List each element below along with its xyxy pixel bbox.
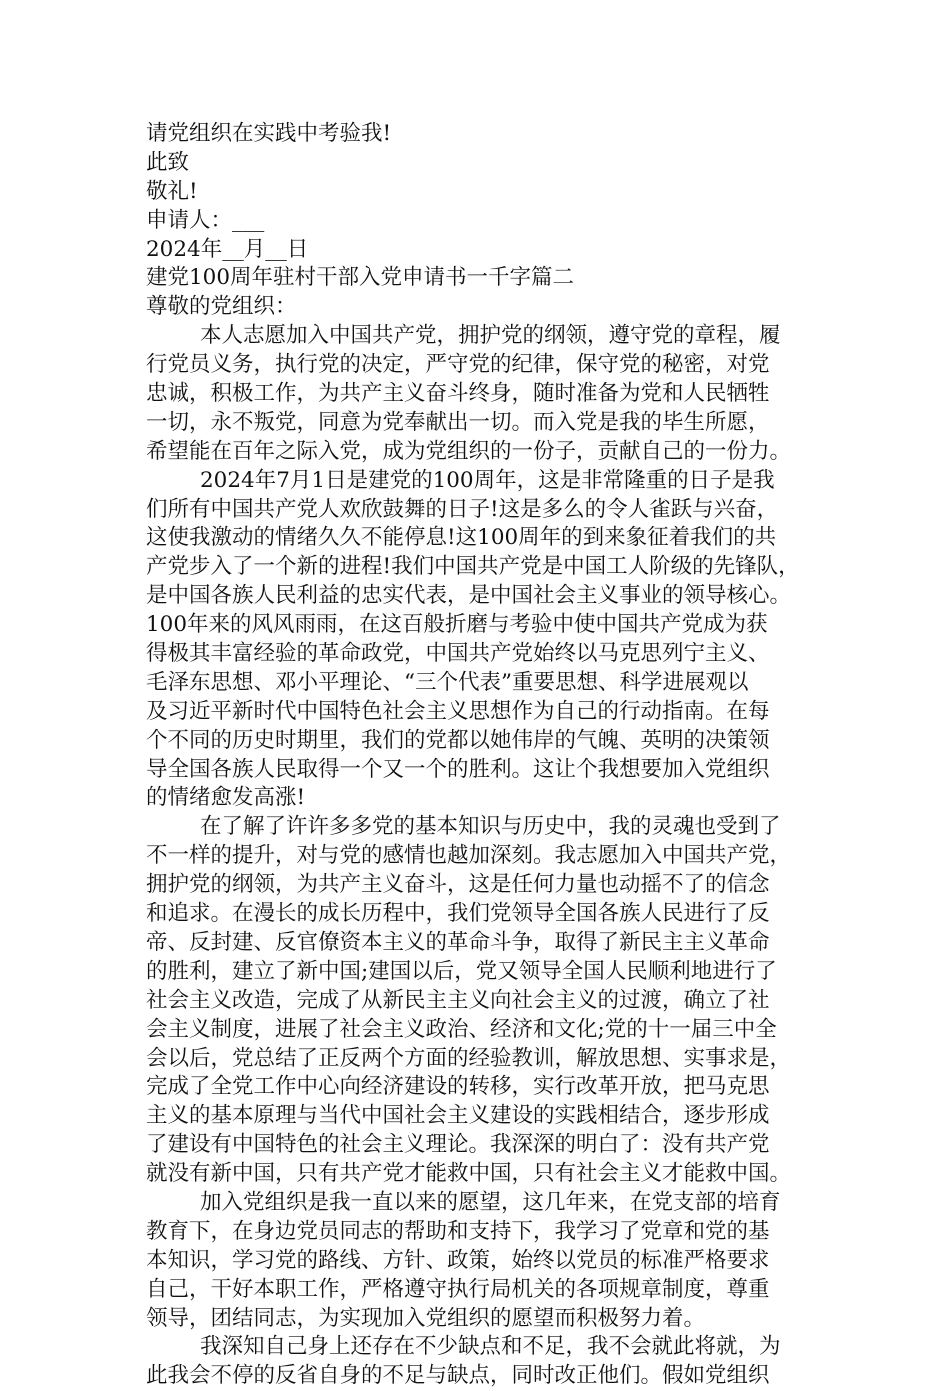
paragraph-line: 个不同的历史时期里，我们的党都以她伟岸的气魄、英明的决策领	[146, 727, 770, 753]
paragraph-line: 一切，永不叛党，同意为党奉献出一切。而入党是我的毕生所愿，	[146, 409, 770, 435]
paragraph	[146, 1189, 818, 1333]
paragraph-line: 教育下，在身边党员同志的帮助和支持下，我学习了党章和党的基	[146, 1218, 770, 1244]
paragraph-line: 拥护党的纲领，为共产主义奋斗，这是任何力量也动摇不了的信念	[146, 872, 770, 898]
paragraph-line: 了建设有中国特色的社会主义理论。我深深的明白了：没有共产党	[146, 1132, 770, 1158]
document-page	[146, 120, 818, 1391]
paragraph-line: 完成了全党工作中心向经济建设的转移，实行改革开放，把马克思	[146, 1074, 770, 1100]
paragraph-line: 会以后，党总结了正反两个方面的经验教训，解放思想、实事求是，	[146, 1045, 792, 1071]
closing-test-line: 请党组织在实践中考验我!	[146, 121, 392, 146]
paragraph-line: 的情绪愈发高涨!	[146, 785, 306, 811]
paragraph-line: 导全国各族人民取得一个又一个的胜利。这让个我想要加入党组织	[146, 756, 770, 782]
section-title: 建党100周年驻村干部入党申请书一千字篇二	[146, 265, 575, 291]
date-line: 2024年__月__日	[146, 236, 309, 262]
paragraph-line: 忠诚，积极工作，为共产主义奋斗终身，随时准备为党和人民牺牲	[146, 381, 770, 407]
paragraph-line: 们所有中国共产党人欢欣鼓舞的日子!这是多么的令人雀跃与兴奋，	[146, 496, 779, 522]
salutation-cizhi: 此致	[146, 149, 190, 175]
paragraph-line: 及习近平新时代中国特色社会主义思想作为自己的行动指南。在每	[146, 698, 770, 724]
paragraph-line: 希望能在百年之际入党，成为党组织的一份子，贡献自己的一份力。	[146, 438, 792, 464]
greeting: 尊敬的党组织：	[146, 294, 297, 320]
paragraph	[146, 322, 818, 466]
paragraph-line: 在了解了许许多多党的基本知识与历史中，我的灵魂也受到了	[200, 814, 781, 840]
paragraph-line: 帝、反封建、反官僚资本主义的革命斗争，取得了新民主主义革命	[146, 929, 770, 955]
paragraph-line: 主义的基本原理与当代中国社会主义建设的实践相结合，逐步形成	[146, 1103, 770, 1129]
paragraph-line: 社会主义改造，完成了从新民主主义向社会主义的过渡，确立了社	[146, 987, 770, 1013]
paragraph	[146, 813, 818, 1189]
paragraph-line: 领导，团结同志，为实现加入党组织的愿望而积极努力着。	[146, 1305, 706, 1331]
paragraph	[146, 1333, 818, 1391]
paragraph-line: 得极其丰富经验的革命政党，中国共产党始终以马克思列宁主义、	[146, 641, 770, 667]
applicant-line: 申请人：___	[146, 207, 265, 233]
paragraph-line: 这使我激动的情绪久久不能停息!这100周年的到来象征着我们的共	[146, 525, 777, 551]
paragraph-line: 本知识，学习党的路线、方针、政策，始终以党员的标准严格要求	[146, 1247, 770, 1273]
salutation-jingli: 敬礼!	[146, 178, 198, 204]
paragraph-line: 我深知自己身上还存在不少缺点和不足，我不会就此将就，为	[200, 1334, 781, 1360]
paragraph-line: 自己，干好本职工作，严格遵守执行局机关的各项规章制度，尊重	[146, 1276, 770, 1302]
paragraph	[146, 467, 818, 814]
paragraph-line: 2024年7月1日是建党的100周年，这是非常隆重的日子是我	[200, 467, 775, 493]
paragraph-line: 本人志愿加入中国共产党，拥护党的纲领，遵守党的章程，履	[200, 323, 781, 349]
paragraph-line: 产党步入了一个新的进程!我们中国共产党是中国工人阶级的先锋队，	[146, 554, 800, 580]
paragraph-line: 不一样的提升，对与党的感情也越加深刻。我志愿加入中国共产党，	[146, 843, 792, 869]
paragraph-line: 加入党组织是我一直以来的愿望，这几年来，在党支部的培育	[200, 1189, 781, 1215]
paragraph-line: 就没有新中国，只有共产党才能救中国，只有社会主义才能救中国。	[146, 1161, 792, 1187]
paragraph-line: 是中国各族人民利益的忠实代表，是中国社会主义事业的领导核心。	[146, 583, 792, 609]
paragraph-line: 行党员义务，执行党的决定，严守党的纪律，保守党的秘密，对党	[146, 352, 770, 378]
paragraph-line: 和追求。在漫长的成长历程中，我们党领导全国各族人民进行了反	[146, 901, 770, 927]
paragraph-line: 100年来的风风雨雨，在这百般折磨与考验中使中国共产党成为获	[146, 612, 768, 638]
paragraph-line: 的胜利，建立了新中国;建国以后，党又领导全国人民顺利地进行了	[146, 958, 777, 984]
paragraph-line: 此我会不停的反省自身的不足与缺点，同时改正他们。假如党组织	[146, 1363, 770, 1389]
paragraph-line: 毛泽东思想、邓小平理论、“三个代表”重要思想、科学进展观以	[146, 669, 749, 695]
paragraph-line: 会主义制度，进展了社会主义政治、经济和文化;党的十一届三中全	[146, 1016, 777, 1042]
